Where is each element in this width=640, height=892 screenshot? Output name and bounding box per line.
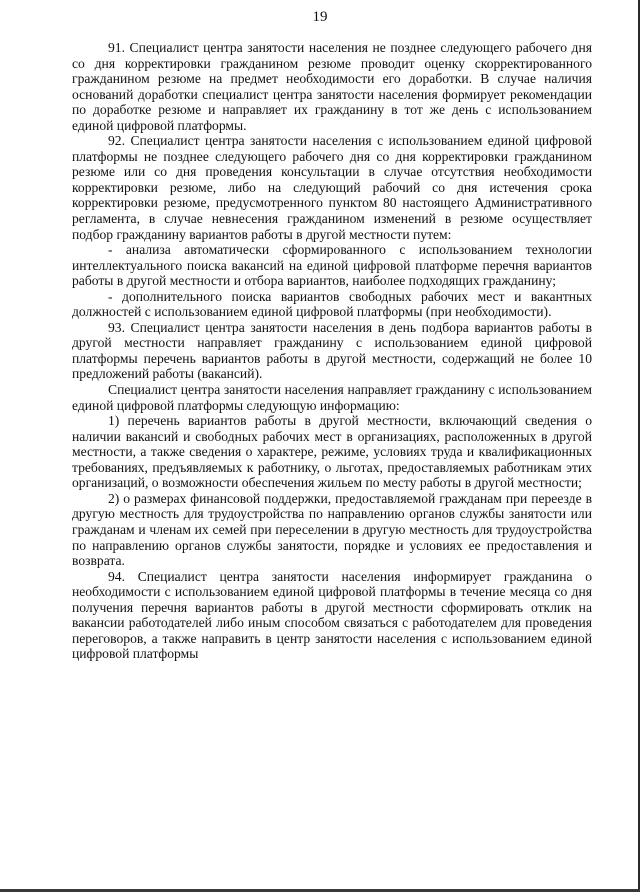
paragraph-93-info-item-2: 2) о размерах финансовой поддержки, предоставляемой гражданам при переезде в другую местность для трудоустройства по направлению органов службы занятости или гражданам и членам их семей при переселении в другую местность для трудоустройства по направлению органов службы занятости, порядке и условиях ее предоставления и возврата.	[72, 490, 592, 569]
paragraph-91: 91. Специалист центра занятости населения не позднее следующего рабочего дня со дня корректировки гражданином резюме проводит оценку скорректированного гражданином резюме на предмет необходимости его доработки. В случае наличия оснований доработки специалист центра занятости населения формирует рекомендации по доработке резюме и направляет их гражданину в тот же день с использованием единой цифровой платформы.	[72, 40, 592, 133]
paragraph-93: 93. Специалист центра занятости населения в день подбора вариантов работы в другой местности направляет гражданину с использованием единой цифровой платформы перечень вариантов работы в другой местности, содержащий не более 10 предложений работы (вакансий).	[72, 319, 592, 382]
paragraph-93-info-intro: Специалист центра занятости населения направляет гражданину с использованием единой цифровой платформы следующую информацию:	[72, 382, 592, 413]
paragraph-92-list-item-1: - анализа автоматически сформированного с использованием технологии интеллектуального поиска вакансий на единой цифровой платформе перечня вариантов работы в другой местности и отбора вариантов, наиболее подходящих гражданину;	[72, 242, 592, 289]
paragraph-92: 92. Специалист центра занятости населения с использованием единой цифровой платформы не позднее следующего рабочего дня со дня корректировки гражданином резюме или со дня проведения консультации в случае отсутствия необходимости корректировки резюме, либо на следующий рабочий со дня истечения срока корректировки резюме, предусмотренного пунктом 80 настоящего Административного регламента, в случае невнесения гражданином изменений в резюме осуществляет подбор гражданину вариантов работы в другой местности путем:	[72, 133, 592, 242]
paragraph-94: 94. Специалист центра занятости населения информирует гражданина о необходимости с использованием единой цифровой платформы в течение месяца со дня получения перечня вариантов работы в другой местности сформировать отклик на вакансии работодателей либо иным способом связаться с работодателем для проведения переговоров, а также направить в центр занятости населения с использованием единой цифровой платформы	[72, 568, 592, 662]
document-body	[72, 40, 592, 662]
paragraph-92-list-item-2: - дополнительного поиска вариантов свободных рабочих мест и вакантных должностей с использованием единой цифровой платформы (при необходимости).	[72, 288, 592, 320]
paragraph-93-info-item-1: 1) перечень вариантов работы в другой местности, включающий сведения о наличии вакансий и свободных рабочих мест в организациях, расположенных в другой местности, а также сведения о характере, режиме, условиях труда и квалификационных требованиях, предъявляемых к работнику, о льготах, предоставляемых работникам этих организаций, о возможности обеспечения жильем по месту работы в другой местности;	[72, 413, 592, 491]
page-number: 19	[312, 9, 328, 25]
